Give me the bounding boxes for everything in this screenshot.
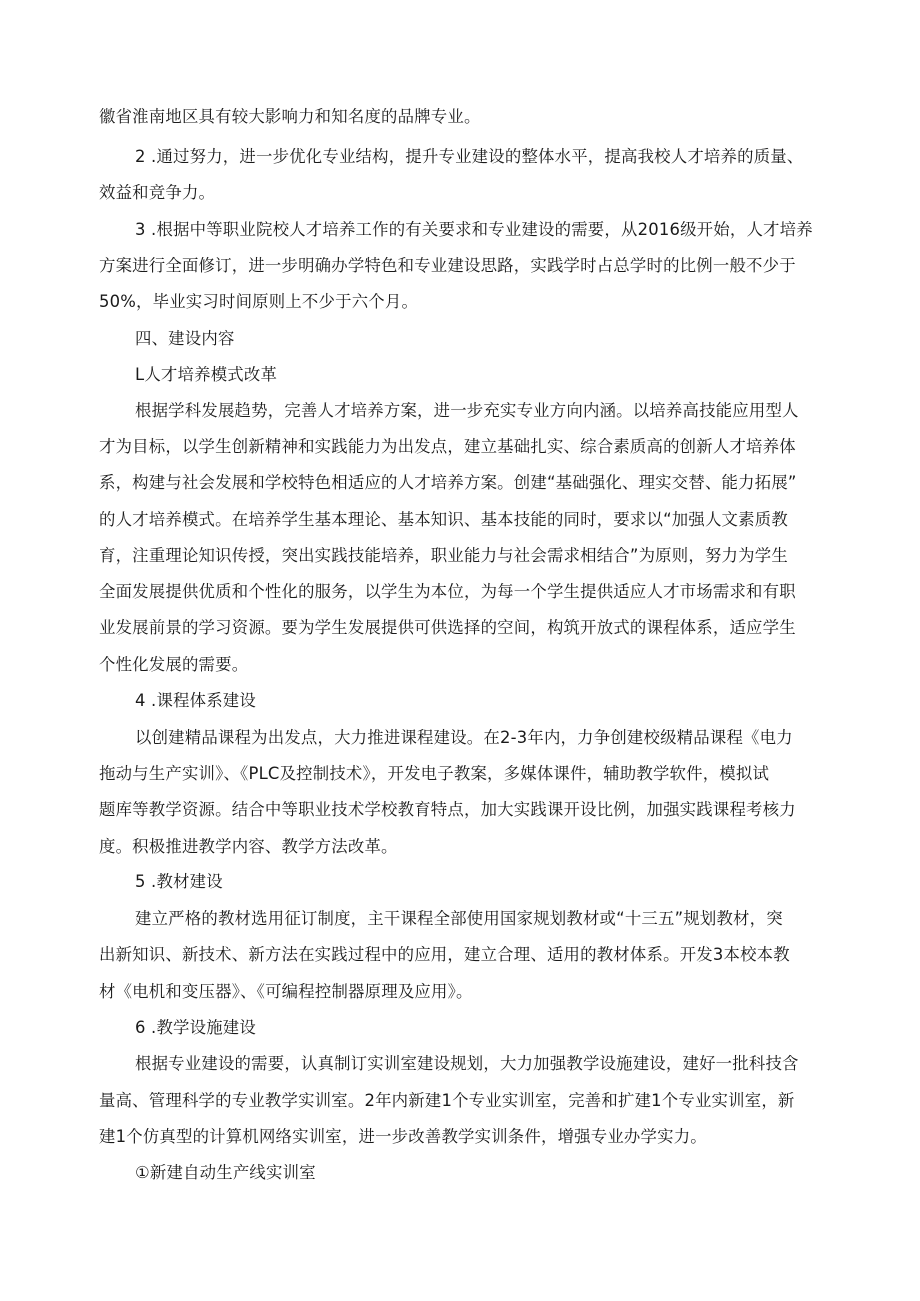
paragraph-line: 个性化发展的需要。 xyxy=(99,655,249,674)
paragraph-line: 业发展前景的学习资源。要为学生发展提供可供选择的空间，构筑开放式的课程体系，适应学生 xyxy=(99,618,796,637)
paragraph-line: 建立严格的教材选用征订制度，主干课程全部使用国家规划教材或“十三五”规划教材，突 xyxy=(135,909,783,928)
paragraph-line: 根据专业建设的需要，认真制订实训室建设规划，大力加强教学设施建设，建好一批科技含 xyxy=(135,1054,799,1073)
paragraph-line: 以创建精品课程为出发点，大力推进课程建设。在2-3年内，力争创建校级精品课程《电力 xyxy=(135,728,793,747)
paragraph-line: 度。积极推进教学内容、教学方法改革。 xyxy=(99,837,398,856)
section-heading: 四、建设内容 xyxy=(135,329,235,348)
paragraph-line: 的人才培养模式。在培养学生基本理论、基本知识、基本技能的同时，要求以“加强人文素质教 xyxy=(99,510,788,529)
subsection-heading: L人才培养模式改革 xyxy=(135,365,278,384)
list-item: ①新建自动生产线实训室 xyxy=(135,1163,316,1182)
paragraph-line: 量高、管理科学的专业教学实训室。2年内新建1个专业实训室，完善和扩建1个专业实训室，新 xyxy=(99,1091,795,1110)
subsection-heading: 4 .课程体系建设 xyxy=(135,691,256,710)
paragraph-line: 根据学科发展趋势，完善人才培养方案，进一步充实专业方向内涵。以培养高技能应用型人 xyxy=(135,401,799,420)
subsection-heading: 6 .教学设施建设 xyxy=(135,1018,256,1037)
paragraph-line: 育，注重理论知识传授，突出实践技能培养，职业能力与社会需求相结合”为原则，努力为学生 xyxy=(99,546,788,565)
paragraph-line: 方案进行全面修订，进一步明确办学特色和专业建设思路，实践学时占总学时的比例一般不少于 xyxy=(99,256,796,275)
paragraph-line: 徽省淮南地区具有较大影响力和知名度的品牌专业。 xyxy=(99,107,481,126)
paragraph-line: 效益和竞争力。 xyxy=(99,183,216,202)
paragraph-line: 2 .通过努力，进一步优化专业结构，提升专业建设的整体水平，提高我校人才培养的质量、 xyxy=(135,147,804,166)
subsection-heading: 5 .教材建设 xyxy=(135,872,223,891)
paragraph-line: 拖动与生产实训》、《PLC及控制技术》，开发电子教案，多媒体课件，辅助教学软件，模拟试 xyxy=(99,764,770,783)
paragraph-line: 建1个仿真型的计算机网络实训室，进一步改善教学实训条件，增强专业办学实力。 xyxy=(99,1127,707,1146)
paragraph-line: 才为目标，以学生创新精神和实践能力为出发点，建立基础扎实、综合素质高的创新人才培养体 xyxy=(99,437,796,456)
paragraph-line: 出新知识、新技术、新方法在实践过程中的应用，建立合理、适用的教材体系。开发3本校本教 xyxy=(99,945,790,964)
paragraph-line: 系，构建与社会发展和学校特色相适应的人才培养方案。创建“基础强化、理实交替、能力拓展” xyxy=(99,473,797,492)
paragraph-line: 全面发展提供优质和个性化的服务，以学生为本位，为每一个学生提供适应人才市场需求和有职 xyxy=(99,582,796,601)
paragraph-line: 题库等教学资源。结合中等职业技术学校教育特点，加大实践课开设比例，加强实践课程考核力 xyxy=(99,800,796,819)
paragraph-line: 3 .根据中等职业院校人才培养工作的有关要求和专业建设的需要，从2016级开始，人才培养 xyxy=(135,220,813,239)
paragraph-line: 材《电机和变压器》、《可编程控制器原理及应用》。 xyxy=(99,982,473,1001)
paragraph-line: 50%，毕业实习时间原则上不少于六个月。 xyxy=(99,292,419,311)
